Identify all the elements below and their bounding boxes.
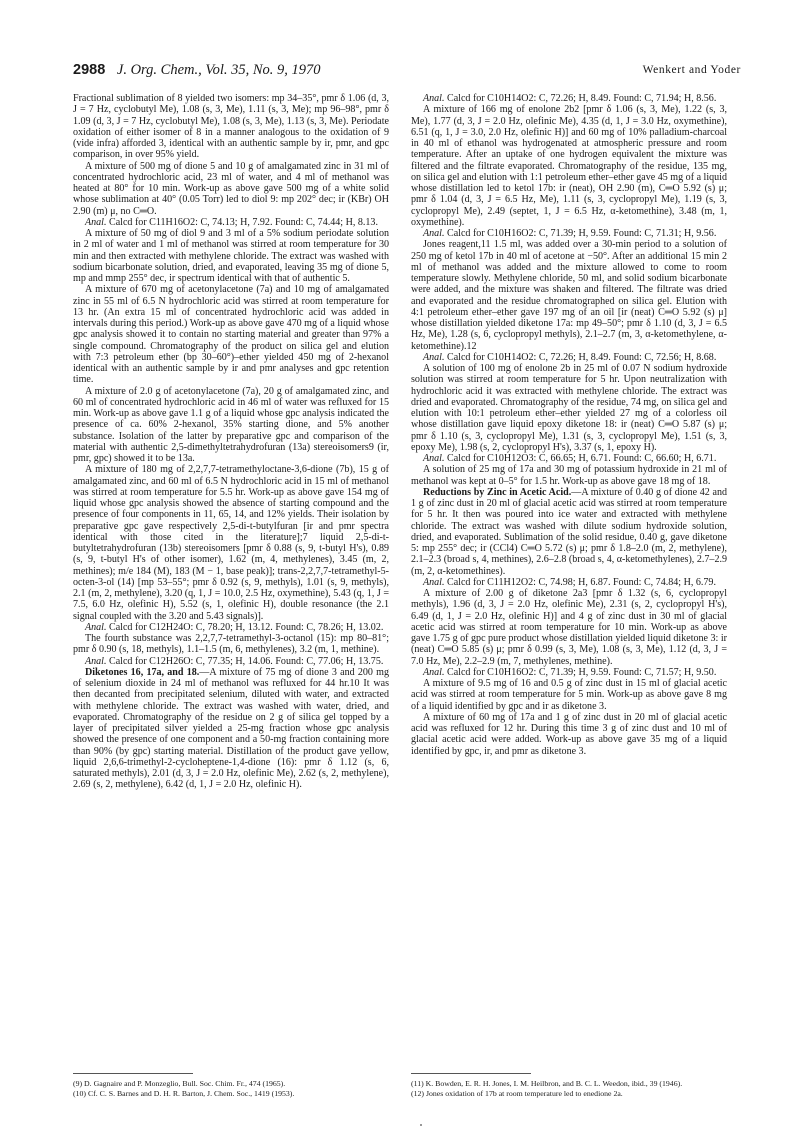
paragraph: A mixture of 500 mg of dione 5 and 10 g of amalgamated zinc in 31 ml of concentrated hydrochloric acid, 23 ml of water, and 4 ml of methanol was heated at 80° for 10 min. Work-up as above gave 500 mg of a white solid whose sublimation at 40° (0.05 Torr) led to diol 9: mp 202° dec; ir (KBr) OH 2.90 (m) μ, no C═O. (73, 160, 389, 217)
analysis-line: Anal. Calcd for C10H12O3: C, 66.65; H, 6.71. Found: C, 66.60; H, 6.71. (423, 453, 717, 464)
page-number: 2988 (73, 62, 106, 78)
print-speck (420, 1124, 422, 1126)
right-column (411, 93, 727, 757)
paragraph: A mixture of 166 mg of enolone 2b2 [pmr δ 1.06 (s, 3, Me), 1.22 (s, 3, Me), 1.77 (d, 3, J = 2.0 Hz, olefinic Me), 4.35 (d, 1, J = 3.0 Hz, oxymethine), 6.51 (q, 1, J = 3.0, 2.0 Hz, olefinic H)] and 60 mg of 10% palladium-charcoal in 40 ml of ethanol was hydrogenated at atmospheric pressure and room temperature. After an uptake of one hydrogen equivalent the mixture was filtered and the filtrate evaporated. Chromatography of the residue, 135 mg, on silica gel and elution with 1:1 petroleum ether–ether gave 45 mg of a liquid whose distillation led to ketol 17b: ir (neat), OH 2.90 (m), C═O 5.92 (s) μ; pmr δ 1.04 (d, 3, J = 6.5 Hz, Me), 1.11 (s, 3, cyclopropyl Me), 1.19 (s, 3, cyclopropyl Me), 2.49 (septet, 1, J = 6.5 Hz, α-ketomethine), 3.48 (m, 1, oxymethine). (411, 104, 727, 228)
footnote: (10) Cf. C. S. Barnes and D. H. R. Barton, J. Chem. Soc., 1419 (1953). (73, 1089, 295, 1098)
footnotes-left (73, 1079, 389, 1099)
footnote-rule (411, 1073, 531, 1074)
paragraph: A mixture of 50 mg of diol 9 and 3 ml of a 5% sodium periodate solution in 2 ml of water and 1 ml of methanol was stirred at room temperature for 30 min and then extracted with methylene chloride. The extract was washed with sodium bicarbonate solution, dried, and evaporated, leaving 35 mg of dione 5, mp and mmp 255° dec, ir spectrum identical with that of authentic 5. (73, 228, 389, 284)
left-column (73, 93, 389, 791)
analysis-line: Anal. Calcd for C10H14O2: C, 72.26; H, 8.49. Found: C, 71.94; H, 8.56. (423, 93, 717, 104)
header-left (73, 62, 321, 79)
running-authors: Wenkert and Yoder (642, 64, 741, 76)
page-header (73, 62, 741, 84)
footnote: (12) Jones oxidation of 17b at room temperature led to enedione 2a. (411, 1089, 623, 1098)
footnote: (9) D. Gagnaire and P. Monzeglio, Bull. Soc. Chim. Fr., 474 (1965). (73, 1079, 286, 1088)
footnotes-right (411, 1079, 727, 1099)
paragraph: A solution of 25 mg of 17a and 30 mg of potassium hydroxide in 21 ml of methanol was kept at 0–5° for 1.5 hr. Work-up as above gave 18 mg of 18. (411, 464, 727, 487)
paragraph: A solution of 100 mg of enolone 2b in 25 ml of 0.07 N sodium hydroxide solution was stirred at room temperature for 5 hr. Upon neutralization with hydrochloric acid it was extracted with methylene chloride. The extract was dried and evaporated. Chromatography of the residue, 74 mg, on silica gel and elution with 10:1 petroleum ether–ether yielded 27 mg of a colorless oil whose distillation gave liquid epoxy diketone 18: ir (neat) C═O 5.87 (s) μ; pmr δ 1.10 (s, 3, cyclopropyl Me), 1.31 (s, 3, cyclopropyl Me), 1.51 (s, 3, epoxy Me), 1.98 (s, 2, cyclopropyl H's), 3.37 (s, 1, epoxy H). (411, 363, 727, 453)
analysis-line: Anal. Calcd for C10H16O2: C, 71.39; H, 9.59. Found: C, 71.57; H, 9.50. (423, 666, 717, 678)
analysis-line: Anal. Calcd for C12H24O: C, 78.20; H, 13.12. Found: C, 78.26; H, 13.02. (85, 621, 384, 633)
analysis-line: Anal. Calcd for C12H26O: C, 77.35; H, 14.06. Found: C, 77.06; H, 13.75. (85, 655, 384, 667)
analysis-line: Anal. Calcd for C11H16O2: C, 74.13; H, 7.92. Found: C, 74.44; H, 8.13. (85, 216, 378, 228)
section-paragraph: Diketones 16, 17a, and 18.—A mixture of 75 mg of dione 3 and 200 mg of selenium dioxide in 24 ml of methanol was refluxed for 44 hr.10 It was then decanted from precipitated selenium, diluted with water, and extracted with methylene chloride. The extract was washed with water, dried, and evaporated. Chromatography of the residue on 2 g of silica gel topped by a layer of precipitated silver yielded a 25-mg fraction whose gpc analysis showed the presence of one component and a 50-mg fraction containing more than 90% (by gpc) starting material. Distillation of the product gave yellow, liquid 2,6,6-trimethyl-2-cycloheptene-1,4-dione (16): pmr δ 1.12 (s, 6, saturated methyls), 2.01 (d, 3, J = 2.0 Hz, olefinic Me), 2.62 (s, 2, methylene), 2.69 (s, 2, methylene), 6.42 (d, 1, J = 2.0 Hz, olefinic H). (73, 666, 389, 791)
paragraph: The fourth substance was 2,2,7,7-tetramethyl-3-octanol (15): mp 80–81°; pmr δ 0.90 (s, 18, methyls), 1.1–1.5 (m, 6, methylenes), 3.2 (m, 1, methine). (73, 633, 389, 656)
paragraph: Fractional sublimation of 8 yielded two isomers: mp 34–35°, pmr δ 1.06 (d, 3, J = 7 Hz, cyclobutyl Me), 1.08 (s, 3, Me), 1.11 (s, 3, Me); mp 96–98°, pmr δ 1.09 (d, 3, J = 7 Hz, cyclobutyl Me), 1.08 (s, 3, Me), 1.13 (s, 3, Me). Periodate oxidation of either isomer of 8 in a manner analogous to the oxidation of 9 (vide infra) afforded 3, identical with an authentic sample by ir, pmr, and gpc comparison, in over 95% yield. (73, 93, 389, 161)
analysis-line: Anal. Calcd for C10H14O2: C, 72.26; H, 8.49. Found: C, 72.56; H, 8.68. (423, 351, 717, 363)
analysis-line: Anal. Calcd for C11H12O2: C, 74.98; H, 6.87. Found: C, 74.84; H, 6.79. (423, 576, 716, 588)
journal-citation: J. Org. Chem., Vol. 35, No. 9, 1970 (116, 62, 321, 78)
analysis-line: Anal. Calcd for C10H16O2: C, 71.39; H, 9.59. Found: C, 71.31; H, 9.56. (423, 228, 717, 239)
paragraph: A mixture of 2.0 g of acetonylacetone (7a), 20 g of amalgamated zinc, and 60 ml of concentrated hydrochloric acid in 46 ml of water was refluxed for 15 min. Work-up as above gave 1.1 g of a liquid whose gpc analysis indicated the presence of ca. 60% 2-hexanol, 35% starting dione, and 5% another substance. Isolation of the latter by preparative gpc and comparison of the material with authentic 2,5-dimethyltetrahydrofuran (13a) stereoisomers9 (ir, pmr, gpc) showed it to be 13a. (73, 385, 389, 464)
paragraph: A mixture of 60 mg of 17a and 1 g of zinc dust in 20 ml of glacial acetic acid was refluxed for 12 hr. During this time 3 g of zinc dust and 10 ml of glacial acetic acid were added. Work-up as above gave 35 mg of a liquid identified by gpc, ir, and pmr as diketone 3. (411, 711, 727, 757)
paragraph: A mixture of 2.00 g of diketone 2a3 [pmr δ 1.32 (s, 6, cyclopropyl methyls), 1.96 (d, 3, J = 2.0 Hz, olefinic Me), 2.31 (s, 2, cyclopropyl H's), 6.49 (d, 1, J = 2.0 Hz, olefinic H)] and 4 g of zinc dust in 30 ml of glacial acetic acid was stirred at room temperature for 10 min. Work-up as above gave 1.75 g of gpc pure product whose distillation yielded liquid diketone 3: ir (neat) C═O 5.85 (s) μ; pmr δ 0.99 (s, 3, Me), 1.08 (s, 3, Me), 1.12 (d, 3, J = 7.0 Hz, Me), 2.2–2.9 (m, 7, methylenes, methine). (411, 588, 727, 667)
section-paragraph: Reductions by Zinc in Acetic Acid.—A mixture of 0.40 g of dione 42 and 1 g of zinc dust in 20 ml of glacial acetic acid was stirred at room temperature for 5 hr. It then was poured into ice water and extracted with methylene chloride. The extract was washed with dilute sodium hydroxide solution, dried, and evaporated. Sublimation of the solid residue, 0.40 g, gave diketone 5: mp 255° dec; ir (CCl4) C═O 5.72 (s) μ; pmr δ 1.8–2.0 (m, 2, methylene), 2.1–2.3 (broad s, 4, methines), 2.6–2.8 (broad s, 4, α-ketomethylenes), 2.7–2.9 (m, 2, α-ketomethines). (411, 486, 727, 577)
footnote: (11) K. Bowden, E. R. H. Jones, I. M. Heilbron, and B. C. L. Weedon, ibid., 39 (1946). (411, 1079, 683, 1088)
paragraph: Jones reagent,11 1.5 ml, was added over a 30-min period to a solution of 250 mg of ketol 17b in 40 ml of acetone at −50°. After an additional 15 min 2 ml of methanol was added and the mixture allowed to come to room temperature slowly. Methylene chloride, 50 ml, and solid sodium bicarbonate were added, and the mixture was shaken and filtered. The filtrate was dried and evaporated and the residue chromatographed on silica gel. Elution with 4:1 petroleum ether–ether gave 197 mg of an oil [ir (neat) C═O 5.92 (s) μ] whose distillation yielded diketone 17a: mp 49–50°; pmr δ 1.10 (d, 3, J = 6.5 Hz, Me), 1.28 (s, 6, cyclopropyl methyls), 2.1–2.7 (m, 3, α-ketomethylene, α-ketomethine).12 (411, 239, 727, 352)
paragraph: A mixture of 180 mg of 2,2,7,7-tetramethyloctane-3,6-dione (7b), 15 g of amalgamated zinc, and 60 ml of 6.5 N hydrochloric acid in 15 ml of methanol was stirred at room temperature for 5.5 hr. Work-up as above gave 154 mg of liquid whose gpc analysis showed the absence of starting compound and the presence of four components in 11, 65, 14, and 12% yields. Their isolation by preparative gpc gave respectively 2,5-di-t-butylfuran [ir and pmr spectra identical with those cited in the literature];7 liquid 2,5-di-t-butyltetrahydrofuran (13b) stereoisomers [pmr δ 0.88 (s, 9, t-butyl H's), 0.89 (s, 9, t-butyl H's of other isomer), 1.62 (m, 4, methylenes), 3.45 (m, 2, methines); m/e 184 (M), 183 (M − 1, base peak)]; trans-2,2,7,7-tetramethyl-5-octen-3-ol (14) [mp 53–55°; pmr δ 0.92 (s, 9, methyls), 1.01 (s, 9, methyls), 2.1 (m, 2, methylene), 3.20 (q, 1, J = 10.0, 2.5 Hz, oxymethine), 5.43 (q, 1, J = 7.5, 6.0 Hz, olefinic H), 5.52 (s, 1, olefinic H), double resonance (the 2.1 signal coupled with the 3.20 and 5.43 signals)]. (73, 464, 389, 622)
paragraph: A mixture of 9.5 mg of 16 and 0.5 g of zinc dust in 15 ml of glacial acetic acid was stirred at room temperature for 5 min. Work-up as above gave 8 mg of a liquid identified by gpc and ir as diketone 3. (411, 678, 727, 712)
paragraph: A mixture of 670 mg of acetonylacetone (7a) and 10 mg of amalgamated zinc in 55 ml of 6.5 N hydrochloric acid was stirred at room temperature for 13 hr. (An extra 15 ml of concentrated hydrochloric acid was added in intervals during this period.) Work-up as above gave 470 mg of a liquid whose gpc analysis showed it to contain no starting material and greater than 97% a single compound. Chromatography of the product on silica gel and elution with 7:3 petroleum ether (bp 30–60°)–ether yielded 450 mg of 2-hexanol identical with an authentic sample by ir and pmr analyses and gpc retention time. (73, 284, 389, 386)
footnote-rule (73, 1073, 193, 1074)
